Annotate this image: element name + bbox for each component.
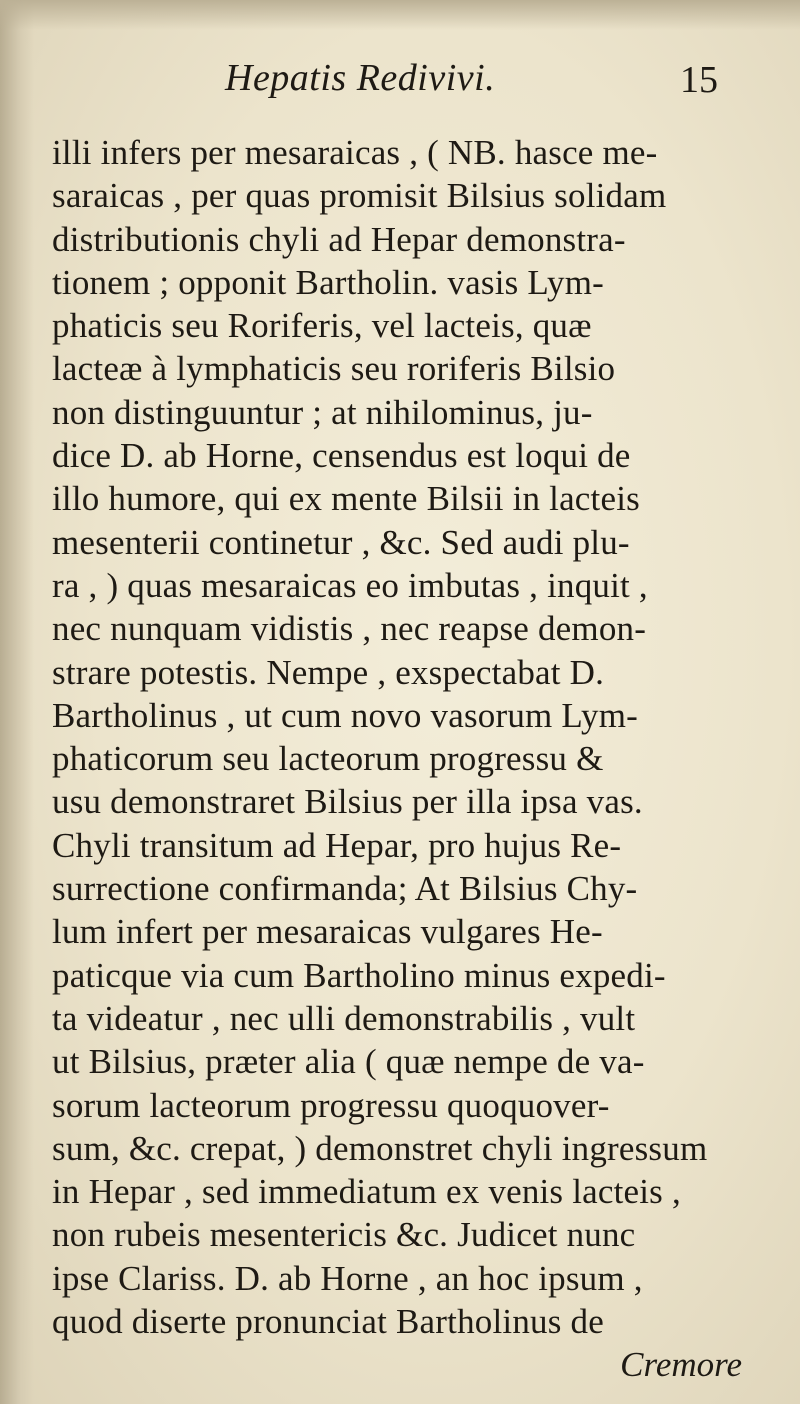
- top-edge-shadow: [0, 0, 800, 30]
- text-line: ut Bilsius, præter alia ( quæ nempe de va-: [52, 1042, 645, 1082]
- text-line: quod diserte pronunciat Bartholinus de: [52, 1302, 604, 1342]
- text-line: non distinguuntur ; at nihilominus, ju-: [52, 392, 593, 432]
- catchword-line: [52, 1343, 792, 1386]
- text-line: strare potestis. Nempe , exspectabat D.: [52, 652, 605, 692]
- text-line: Bartholinus , ut cum novo vasorum Lym-: [52, 695, 639, 735]
- text-line: in Hepar , sed immediatum ex venis lacteis ,: [52, 1172, 681, 1212]
- text-line: distributionis chyli ad Hepar demonstra-: [52, 219, 626, 259]
- page-header: [0, 52, 800, 112]
- text-line: ta videatur , nec ulli demonstrabilis , vult: [52, 998, 636, 1038]
- text-line: surrectione confirmanda; At Bilsius Chy-: [52, 869, 638, 909]
- text-line: ipse Clariss. D. ab Horne , an hoc ipsum ,: [52, 1258, 643, 1298]
- text-line: phaticis seu Roriferis, vel lacteis, quæ: [52, 306, 592, 346]
- text-line: phaticorum seu lacteorum progressu &: [52, 739, 604, 779]
- text-line: mesenterii continetur , &c. Sed audi plu-: [52, 522, 630, 562]
- text-line: ra , ) quas mesaraicas eo imbutas , inquit ,: [52, 565, 648, 605]
- text-line: sum, &c. crepat, ) demonstret chyli ingressum: [52, 1128, 708, 1168]
- text-line: lacteæ à lymphaticis seu roriferis Bilsio: [52, 349, 616, 389]
- text-line: paticque via cum Bartholino minus expedi-: [52, 955, 666, 995]
- text-line: illo humore, qui ex mente Bilsii in lacteis: [52, 479, 640, 519]
- text-line: non rubeis mesentericis &c. Judicet nunc: [52, 1215, 636, 1255]
- body-text: [52, 131, 792, 1386]
- text-line: lum infert per mesaraicas vulgares He-: [52, 912, 603, 952]
- running-title: Hepatis Redivivi.: [225, 57, 496, 99]
- text-line: tionem ; opponit Bartholin. vasis Lym-: [52, 262, 605, 302]
- text-line: sorum lacteorum progressu quoquover-: [52, 1085, 610, 1125]
- text-line: usu demonstraret Bilsius per illa ipsa vas.: [52, 782, 643, 822]
- text-line: nec nunquam vidistis , nec reapse demon-: [52, 609, 647, 649]
- text-line: saraicas , per quas promisit Bilsius solidam: [52, 176, 667, 216]
- text-line: dice D. ab Horne, censendus est loqui de: [52, 436, 631, 476]
- text-line: Chyli transitum ad Hepar, pro hujus Re-: [52, 825, 622, 865]
- binding-gutter: [0, 0, 34, 1404]
- catchword: Cremore: [620, 1345, 742, 1385]
- page-number: 15: [680, 59, 718, 101]
- text-line: illi infers per mesaraicas , ( NB. hasce me-: [52, 133, 658, 172]
